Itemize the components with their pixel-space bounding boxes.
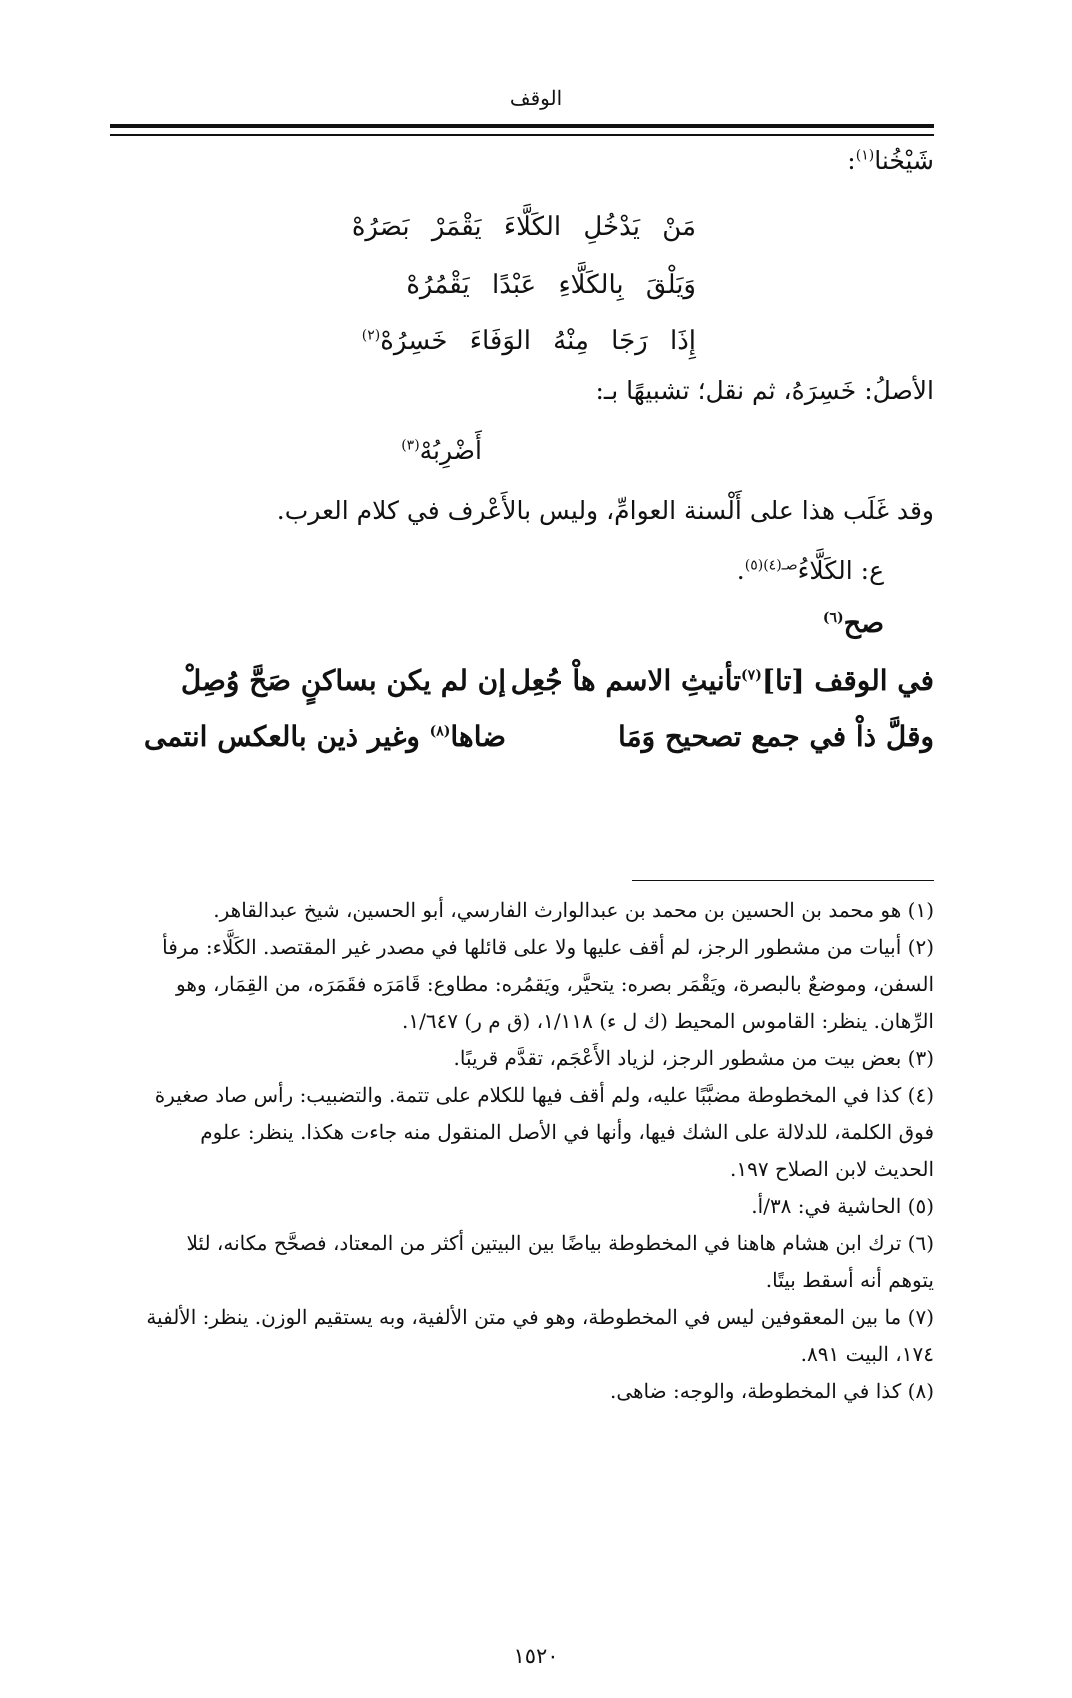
footnote-ref: (٨) bbox=[429, 723, 451, 740]
footnote-1: (١) هو محمد بن الحسين بن محمد بن عبدالوارث الفارسي، أبو الحسين، شيخ عبدالقاهر. bbox=[213, 898, 934, 922]
adribuh-line: أَضْرِبُهْ$^{(٣)}$ bbox=[401, 436, 482, 465]
footnote-ref: (٢) bbox=[361, 327, 381, 344]
footnote-5: (٥) الحاشية في: ٣٨/أ. bbox=[751, 1194, 934, 1218]
ghalab-line: وقد غَلَب هذا على أَلْسنة العوامِّ، وليس بالأَعْرف في كلام العرب. bbox=[276, 496, 934, 525]
verse-line-1: مَنْ يَدْخُلِ الكَلَّاءَ يَقْمَرْ بَصَرُهْ bbox=[351, 212, 696, 242]
tadbib-mark: صـ bbox=[781, 557, 798, 574]
footnote-separator bbox=[632, 880, 934, 881]
verse-line-2: وَيَلْقَ بِالكَلَّاءِ عَبْدًا يَقْمُرُهْ bbox=[406, 270, 696, 300]
alfiyya-line-1-left: إن لم يكن بساكنٍ صَحَّ وُصِلْ bbox=[180, 664, 506, 697]
footnote-2: (٢) أبيات من مشطور الرجز، لم أقف عليها ولا على قائلها في مصدر غير المقتصد. الكَلَّاء: مرفأ السفن، وموضعٌ بالبصرة، ويَقْمَر بصره: يتحيَّر، ويَقمُره: مطاوع: قَامَرَه فقَمَرَه، من القِمَار، وهو الرِّهان. ينظر: القاموس المحيط (ك ل ء) ١/١١٨، (ق م ر) ١/٦٤٧. bbox=[162, 935, 934, 1033]
header-rule-thick bbox=[110, 124, 934, 128]
sah-mark: صح$^{(٦)}$ bbox=[822, 608, 884, 639]
footnote-ref: (١) bbox=[855, 147, 875, 164]
ain-line: ع: الكَلَّاءُ$^{صـ(٤)(٥)}$. bbox=[736, 556, 884, 585]
running-header: الوقف bbox=[509, 86, 563, 110]
header-rule-thin bbox=[110, 134, 934, 136]
alfiyya-line-1-right: في الوقف [تا]$^{(٧)}$تأنيثِ الاسم هاْ جُعِل bbox=[510, 664, 934, 697]
alfiyya-line-2-left: ضاها$^{(٨)}$ وغير ذين بالعكس انتمى bbox=[143, 720, 506, 753]
footnote-ref: (٦) bbox=[822, 610, 844, 626]
footnote-7: (٧) ما بين المعقوفين ليس في المخطوطة، وهو في متن الألفية، وبه يستقيم الوزن. ينظر: الألفية ١٧٤، البيت ٨٩١. bbox=[146, 1305, 934, 1366]
page-number: ١٥٢٠ bbox=[513, 1644, 559, 1668]
footnote-3: (٣) بعض بيت من مشطور الرجز، لزياد الأَعْجَم، تقدَّم قريبًا. bbox=[453, 1046, 934, 1070]
footnote-ref: (٧) bbox=[741, 667, 762, 684]
footnote-ref: (٣) bbox=[401, 437, 420, 454]
footnote-8: (٨) كذا في المخطوطة، والوجه: ضاهى. bbox=[609, 1379, 934, 1403]
footnote-ref: (٤)(٥) bbox=[744, 557, 782, 574]
alfiyya-line-2-right: وقلَّ ذاْ في جمع تصحيح وَمَا bbox=[618, 720, 934, 753]
footnote-4: (٤) كذا في المخطوطة مضبَّبًا عليه، ولم أقف فيها للكلام على تتمة. والتضبيب: رأس صاد صغيرة فوق الكلمة، للدلالة على الشك فيها، وأنها في الأصل المنقول منه جاءت هكذا. ينظر: علوم الحديث لابن الصلاح ١٩٧. bbox=[154, 1083, 934, 1181]
verse-line-3: إِذَا رَجَا مِنْهُ الوَفَاءَ خَسِرُهْ$^{(٢)}$ bbox=[361, 326, 696, 356]
intro-line: شَيْخُنا$^{(١)}$: bbox=[847, 146, 934, 175]
asl-line: الأصلُ: خَسِرَهُ، ثم نقل؛ تشبيهًا بـ: bbox=[595, 376, 934, 405]
footnote-6: (٦) ترك ابن هشام هاهنا في المخطوطة بياضًا بين البيتين أكثر من المعتاد، فصحَّح مكانه، لئلا يتوهم أنه أسقط بيتًا. bbox=[186, 1231, 934, 1292]
